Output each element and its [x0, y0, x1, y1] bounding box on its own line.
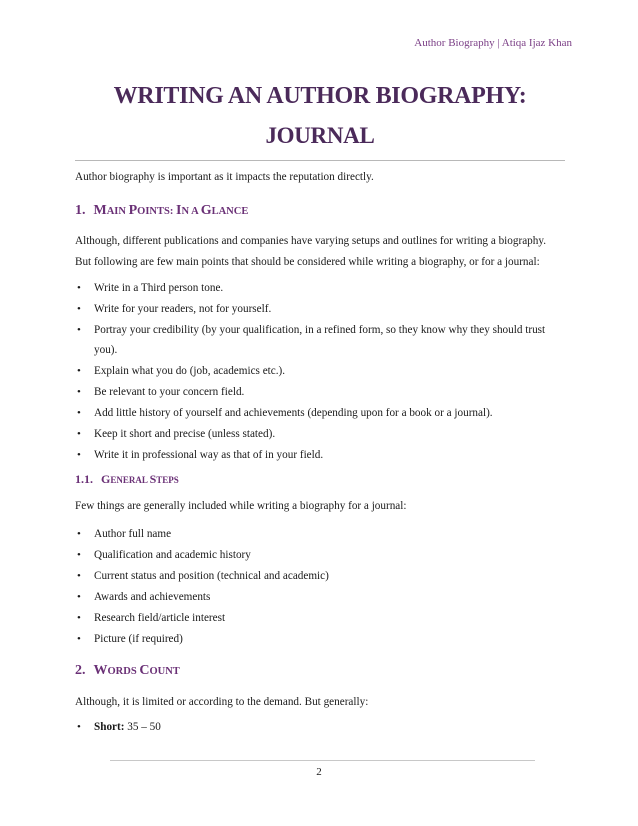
list-item: Be relevant to your concern field. [94, 386, 245, 398]
bullet-marker: • [77, 591, 81, 603]
list-item: Write for your readers, not for yourself. [94, 303, 272, 315]
section-2-heading [75, 664, 180, 678]
bullet-marker: • [77, 386, 81, 398]
section-1-paragraph-line2: But following are few main points that should be considered while writing a biography, or for a journal: [75, 256, 540, 268]
list-item [94, 722, 161, 733]
bullet-marker: • [77, 303, 81, 315]
bullet-marker: • [77, 324, 81, 336]
heading-part: C [139, 663, 150, 678]
heading-part: OINTS: [137, 206, 176, 217]
document-title-line1: WRITING AN AUTHOR BIOGRAPHY: [113, 83, 527, 109]
bullet-marker: • [77, 365, 81, 377]
heading-part: AIN [106, 206, 129, 217]
heading-part: OUNT [149, 666, 180, 677]
list-item: Portray your credibility (by your qualification, in a refined form, so they know why they should trust [94, 324, 546, 336]
list-item: Current status and position (technical and academic) [94, 570, 329, 582]
list-item: Research field/article interest [94, 612, 226, 624]
heading-part: P [128, 203, 138, 218]
heading-part: ORDS [107, 666, 140, 677]
section-1-1-intro: Few things are generally included while writing a biography for a journal: [75, 500, 407, 512]
list-item: Explain what you do (job, academics etc.). [94, 365, 286, 377]
bullet-marker: • [77, 721, 81, 733]
section-2-number: 2. [75, 663, 86, 678]
heading-part: TEPS [156, 475, 179, 485]
heading-part: ENERAL [110, 475, 150, 485]
bullet-marker: • [77, 549, 81, 561]
running-header: Author Biography | Atiqa Ijaz Khan [414, 37, 572, 49]
list-item: Write in a Third person tone. [94, 282, 224, 294]
document-title-line2: JOURNAL [265, 123, 375, 148]
section-1-1-number: 1.1. [75, 472, 93, 486]
section-1-paragraph-line1: Although, different publications and companies have varying setups and outlines for writing a biography. [75, 235, 547, 247]
heading-part: LANCE [211, 206, 249, 217]
list-item: Keep it short and precise (unless stated). [94, 428, 276, 440]
bullet-label: Short: [94, 721, 125, 733]
heading-part: G [200, 203, 212, 218]
heading-part: G [101, 472, 111, 486]
bullet-marker: • [77, 570, 81, 582]
bullet-marker: • [77, 428, 81, 440]
heading-part: M [93, 203, 107, 218]
list-item: Qualification and academic history [94, 549, 251, 561]
section-1-number: 1. [75, 203, 86, 218]
list-item: Author full name [94, 528, 172, 540]
list-item: Add little history of yourself and achievements (depending upon for a book or a journal). [94, 407, 493, 419]
list-item: Picture (if required) [94, 633, 183, 645]
title-divider [75, 160, 565, 161]
heading-part: W [93, 663, 108, 678]
list-item: Write it in professional way as that of in your field. [94, 449, 324, 461]
page-number: 2 [316, 766, 322, 778]
heading-part: S [149, 472, 157, 486]
list-item-continuation: you). [94, 344, 118, 356]
list-item: Awards and achievements [94, 591, 211, 603]
bullet-marker: • [77, 612, 81, 624]
bullet-value: 35 – 50 [124, 721, 161, 733]
section-1-1-heading [75, 473, 179, 485]
bullet-marker: • [77, 528, 81, 540]
heading-part: N A [181, 206, 201, 217]
bullet-marker: • [77, 449, 81, 461]
section-1-heading [75, 204, 248, 218]
footer-divider [110, 760, 535, 761]
intro-paragraph: Author biography is important as it impacts the reputation directly. [75, 171, 374, 183]
section-2-intro: Although, it is limited or according to the demand. But generally: [75, 696, 369, 708]
bullet-marker: • [77, 282, 81, 294]
heading-part: I [175, 203, 182, 218]
bullet-marker: • [77, 633, 81, 645]
bullet-marker: • [77, 407, 81, 419]
